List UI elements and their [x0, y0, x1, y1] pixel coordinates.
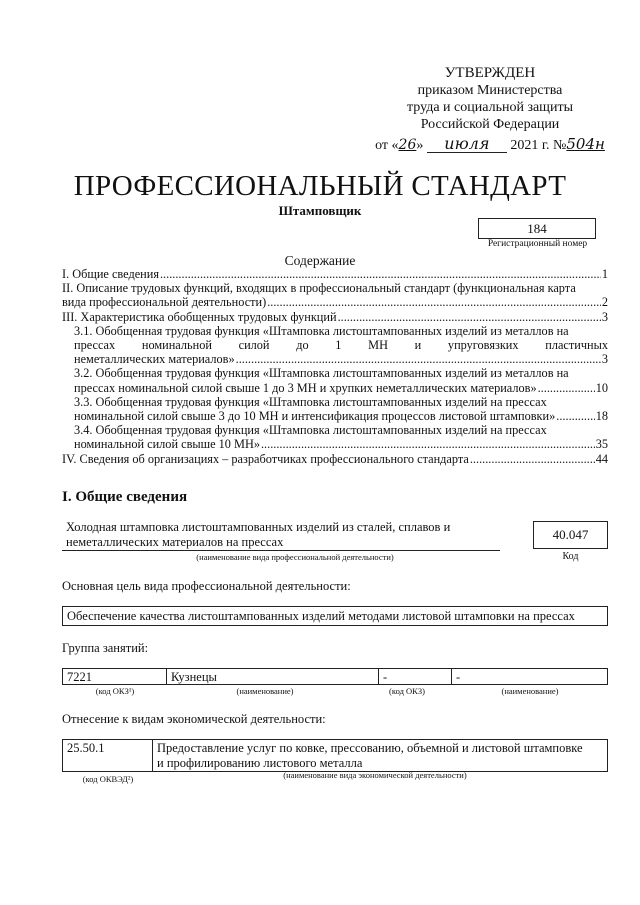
activity-name [62, 520, 500, 551]
approval-date-line [370, 135, 610, 154]
econ-cap-code: (код ОКВЭД²) [82, 774, 134, 784]
econ-cap-name: (наименование вида экономической деятельности) [283, 770, 467, 780]
goal-text-box: Обеспечение качества листоштампованных изделий методами листовой штамповки на прессах [62, 606, 608, 626]
toc-item-text-cont: прессах номинальной силой свыше 1 до 3 МН и хрупких неметаллических материалов» [74, 380, 537, 395]
approval-from: от « [375, 138, 399, 153]
group-okz-code-2: - [379, 669, 452, 684]
toc-item-page: 44 [595, 451, 608, 466]
toc-item-page: 18 [595, 409, 608, 424]
group-cap-name1: (наименование) [236, 686, 294, 696]
registration-number-box: 184 [478, 218, 596, 239]
toc-item-text: 3.3. Обобщенная трудовая функция «Штамповка листоштампованных изделий на прессах [74, 394, 547, 409]
toc-item-text-cont: вида профессиональной деятельности) [62, 295, 267, 310]
group-okz-code: 7221 [63, 669, 167, 684]
toc-item-text: 3.4. Обобщенная трудовая функция «Штамповка листоштампованных изделий на прессах [74, 423, 547, 438]
toc-heading: Содержание [284, 253, 356, 268]
econ-activity-table [62, 739, 608, 772]
toc-item-1 [62, 267, 608, 281]
activity-name-line: неметаллических материалов на прессах [66, 535, 284, 549]
document-subtitle: Штамповщик [278, 203, 362, 218]
approval-month: июля [427, 135, 507, 153]
toc-item-3-1 [62, 324, 608, 367]
econ-activity-name [153, 740, 607, 771]
goal-label: Основная цель вида профессиональной деятельности: [62, 579, 351, 593]
approval-number: 504н [566, 135, 605, 153]
toc-item-text: II. Описание трудовых функций, входящих в профессиональный стандарт (функциональная карта [62, 281, 576, 296]
toc-item-3 [62, 310, 608, 324]
approval-day: 26 [398, 137, 417, 153]
group-cap-okz1: (код ОКЗ¹) [95, 686, 135, 696]
approval-line-ministry: приказом Министерства [417, 83, 563, 98]
toc-item-text-cont: номинальной силой свыше 10 МН» [74, 437, 260, 452]
group-name: Кузнецы [167, 669, 379, 684]
toc-item-text-cont: неметаллических материалов» [74, 352, 235, 367]
toc-item-4 [62, 452, 608, 466]
toc-item-3-4 [62, 423, 608, 451]
toc-item-text: 3.2. Обобщенная трудовая функция «Штамповка листоштампованных изделий из металлов на [74, 366, 569, 381]
group-label: Группа занятий: [62, 641, 149, 655]
toc-item-text: III. Характеристика обобщенных трудовых функций [62, 309, 337, 324]
toc-item-page: 2 [601, 295, 608, 310]
toc-item-text-cont: номинальной силой свыше 3 до 10 МН и интенсификация процессов листовой штамповки» [74, 409, 556, 424]
toc-item-3-2 [62, 366, 608, 394]
activity-name-line: Холодная штамповка листоштампованных изделий из сталей, сплавов и [66, 520, 451, 534]
toc-item-text-cont: прессах номинальной силой до 1 МН и упруговязких пластичных [74, 338, 608, 353]
toc-item-2 [62, 281, 608, 309]
section-heading: I. Общие сведения [62, 489, 188, 505]
econ-label: Отнесение к видам экономической деятельности: [62, 712, 326, 726]
toc-item-text: IV. Сведения об организациях – разработчиках профессионального стандарта [62, 451, 469, 466]
group-cap-name2: (наименование) [501, 686, 559, 696]
approval-heading: УТВЕРЖДЕН [444, 65, 536, 81]
activity-caption: (наименование вида профессиональной деятельности) [196, 552, 394, 562]
activity-code-caption: Код [562, 551, 579, 562]
activity-code-box: 40.047 [533, 521, 608, 549]
toc-item-3-3 [62, 395, 608, 423]
approval-block [370, 65, 610, 154]
toc-item-text: 3.1. Обобщенная трудовая функция «Штамповка листоштампованных изделий из металлов на [74, 323, 569, 338]
approval-year: 2021 г. № [510, 138, 567, 153]
registration-caption: Регистрационный номер [487, 239, 588, 249]
occupation-group-table [62, 668, 608, 685]
econ-activity-line: Предоставление услуг по ковке, прессованию, объемной и листовой штамповке [157, 741, 583, 755]
toc-item-page: 1 [601, 267, 608, 281]
document-title: ПРОФЕССИОНАЛЬНЫЙ СТАНДАРТ [73, 170, 567, 202]
toc-item-page: 10 [595, 380, 608, 395]
approval-line-federation: Российской Федерации [420, 117, 560, 132]
econ-activity-line: и профилированию листового металла [157, 756, 363, 770]
toc-item-text: I. Общие сведения [62, 267, 159, 281]
table-of-contents [62, 267, 608, 466]
approval-line-labor: труда и социальной защиты [407, 100, 573, 115]
group-cap-okz2: (код ОКЗ) [389, 686, 425, 696]
toc-item-page: 3 [601, 352, 608, 367]
toc-item-page: 3 [601, 309, 608, 324]
econ-okved-code: 25.50.1 [63, 740, 153, 771]
approval-quote-close: » [416, 138, 424, 153]
group-name-2: - [456, 670, 461, 684]
toc-item-page: 35 [595, 437, 608, 452]
